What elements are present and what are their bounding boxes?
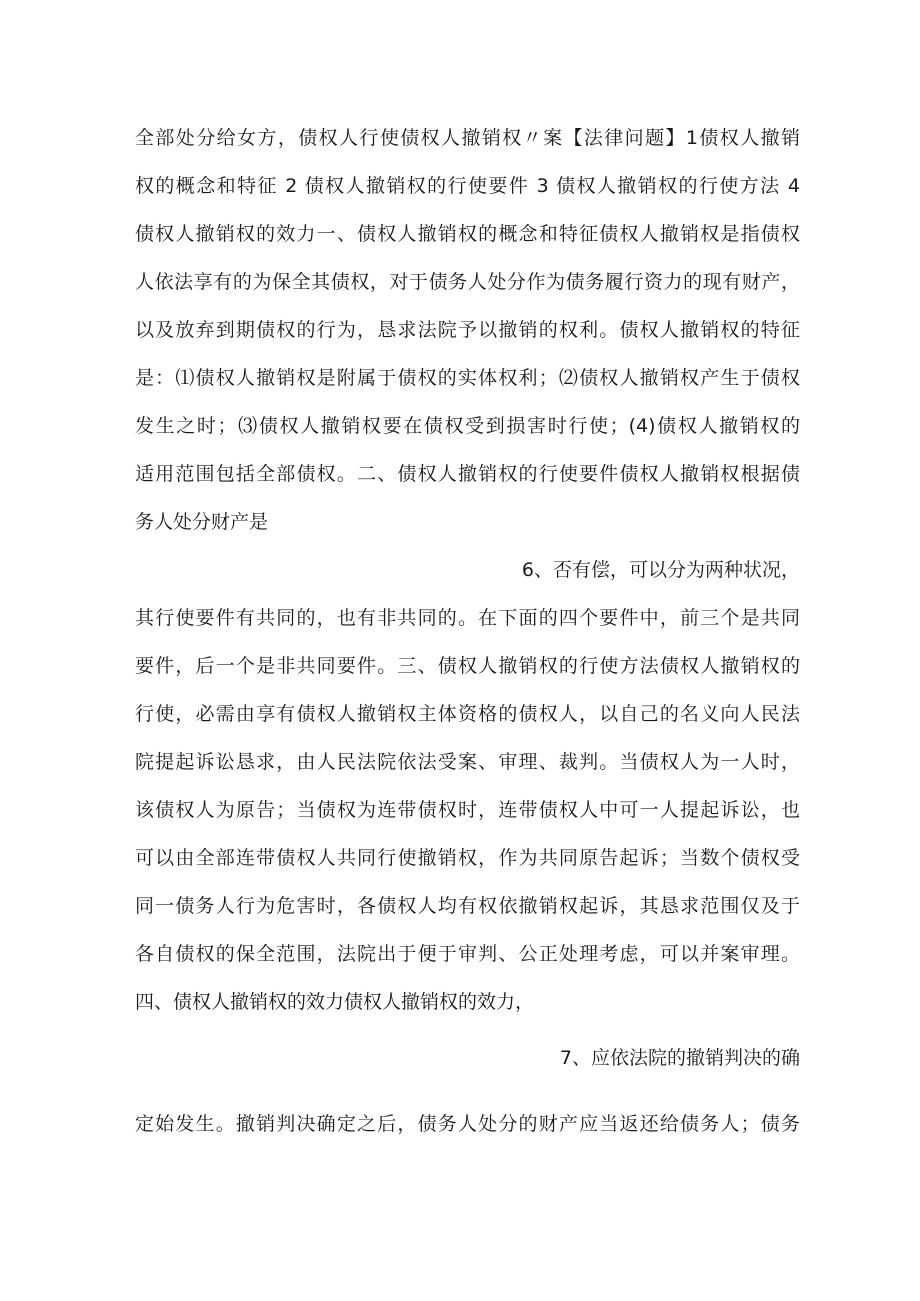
section-number-line: 7、应依法院的撤销判决的确 — [559, 1047, 800, 1069]
paragraph-line: 要件，后一个是非共同要件。三、债权人撤销权的行使方法债权人撤销权的 — [135, 655, 800, 677]
paragraph-line: 其行使要件有共同的，也有非共同的。在下面的四个要件中，前三个是共同 — [135, 607, 800, 629]
paragraph-line: 该债权人为原告；当债权为连带债权时，连带债权人中可一人提起诉讼，也 — [135, 799, 800, 821]
paragraph-line: 债权人撤销权的效力一、债权人撤销权的概念和特征债权人撤销权是指债权 — [135, 223, 800, 245]
paragraph-line: 可以由全部连带债权人共同行使撤销权，作为共同原告起诉；当数个债权受 — [135, 847, 800, 869]
paragraph-line: 四、债权人撤销权的效力债权人撤销权的效力， — [135, 991, 535, 1013]
paragraph-line: 发生之时；⑶债权人撤销权要在债权受到损害时行使；(4)债权人撤销权的 — [135, 415, 800, 437]
section-number-line: 6、否有偿，可以分为两种状况， — [521, 559, 800, 581]
paragraph-line: 各自债权的保全范围，法院出于便于审判、公正处理考虑，可以并案审理。 — [135, 943, 800, 965]
paragraph-line: 是：⑴债权人撤销权是附属于债权的实体权利；⑵债权人撤销权产生于债权 — [135, 367, 800, 389]
paragraph-line: 定始发生。撤销判决确定之后，债务人处分的财产应当返还给债务人；债务 — [135, 1113, 800, 1135]
paragraph-line: 人依法享有的为保全其债权，对于债务人处分作为债务履行资力的现有财产， — [135, 271, 800, 293]
paragraph-line: 以及放弃到期债权的行为，恳求法院予以撤销的权利。债权人撤销权的特征 — [135, 319, 800, 341]
paragraph-line: 院提起诉讼恳求，由人民法院依法受案、审理、裁判。当债权人为一人时， — [135, 751, 800, 773]
paragraph-line: 务人处分财产是 — [135, 511, 269, 533]
paragraph-line: 适用范围包括全部债权。二、债权人撤销权的行使要件债权人撤销权根据债 — [135, 463, 800, 485]
paragraph-line: 权的概念和特征 2 债权人撤销权的行使要件 3 债权人撤销权的行使方法 4 — [135, 175, 800, 197]
paragraph-line: 全部处分给女方，债权人行使债权人撤销权〃案【法律问题】1债权人撤销 — [135, 127, 800, 149]
paragraph-line: 同一债务人行为危害时，各债权人均有权依撤销权起诉，其恳求范围仅及于 — [135, 895, 800, 917]
paragraph-line: 行使，必需由享有债权人撤销权主体资格的债权人，以自己的名义向人民法 — [135, 703, 800, 725]
